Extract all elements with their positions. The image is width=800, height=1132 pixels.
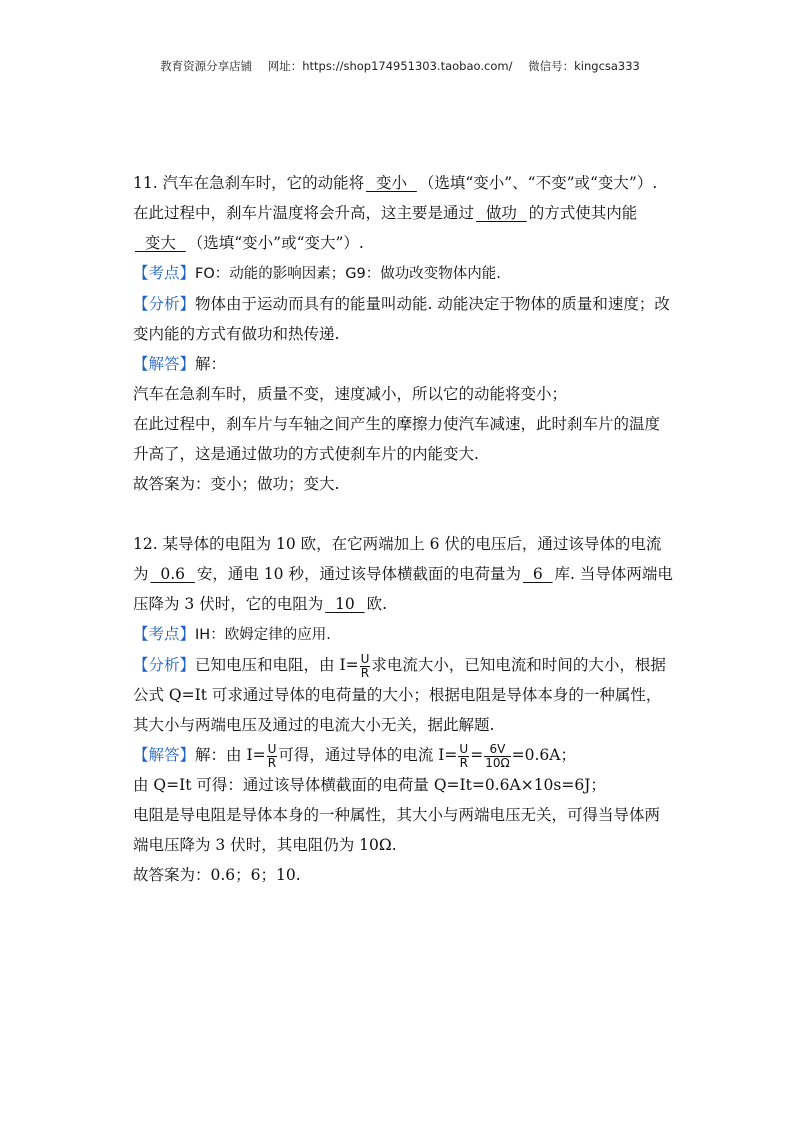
q12-jieda: 【解答】解：由 I= $\frac{U}{R}$ 可得，通过导体的电流 I= $\frac{U}{R}$ = $\frac{6V}{10\Omega}$ =0.6A；: [133, 741, 576, 770]
fraction-6v-over-10ohm: $\frac{6V}{10\Omega}$: [485, 741, 510, 770]
q11-kaodian: 【考点】FO：动能的影响因素；G9：做功改变物体内能.: [133, 264, 501, 282]
q12-answer-1: 0.6: [150, 565, 195, 583]
page-header: [0, 58, 800, 74]
document-body: [133, 168, 673, 890]
spacer: [133, 499, 673, 529]
q11-answer-2: 做功: [476, 204, 527, 222]
fraction-u-over-r: $\frac{U}{R}$: [360, 651, 370, 680]
q12-line-1: 由 Q=It 可得：通过该导体横截面的电荷量 Q=It=0.6A×10s=6J；: [133, 776, 606, 794]
shop-name: 教育资源分享店铺: [160, 59, 253, 73]
shop-url[interactable]: 网址：https://shop174951303.taobao.com/: [267, 59, 513, 73]
fraction-u-over-r-3: $\frac{U}{R}$: [459, 741, 469, 770]
q11-line-1: 汽车在急刹车时，质量不变，速度减小，所以它的动能将变小；: [133, 385, 568, 403]
q12-answer-2: 6: [522, 565, 553, 583]
q12-answer-3: 10: [325, 595, 365, 613]
fraction-u-over-r-2: $\frac{U}{R}$: [267, 741, 277, 770]
q12-stem: 12. 某导体的电阻为 10 欧，在它两端加上 6 伏的电压后，通过该导体的电流为 0.6 安，通电 10 秒，通过该导体横截面的电荷量为 6 库. 当导体两端电压降为 3 伏时，它的电阻为 10 欧.: [133, 535, 673, 613]
q11-answer-3: 变大: [135, 234, 186, 252]
q12-answer-summary: 故答案为：0.6；6；10.: [133, 866, 301, 884]
wechat-id: 微信号：kingcsa333: [528, 59, 640, 73]
q12-line-2: 电阻是导电阻是导体本身的一种属性，其大小与两端电压无关，可得当导体两端电压降为 3 伏时，其电阻仍为 10Ω.: [133, 806, 661, 854]
q12-fenxi: 【分析】已知电压和电阻，由 I= $\frac{U}{R}$ 求电流大小，已知电流和时间的大小，根据公式 Q=It 可求通过导体的电荷量的大小；根据电阻是导体本身的一种属性，其大小与两端电压及通过的电流大小无关，据此解题.: [133, 651, 666, 734]
q11-line-2: 在此过程中，刹车片与车轴之间产生的摩擦力使汽车减速，此时刹车片的温度升高了，这是通过做功的方式使刹车片的内能变大.: [133, 415, 661, 463]
q11-fenxi: 【分析】物体由于运动而具有的能量叫动能. 动能决定于物体的质量和速度；改变内能的方式有做功和热传递.: [133, 295, 670, 343]
q11-answer-1: 变小: [366, 174, 417, 192]
q12-kaodian: 【考点】IH：欧姆定律的应用.: [133, 625, 331, 643]
q11-jieda: 【解答】解：: [133, 355, 227, 373]
q11-stem: 11. 汽车在急刹车时，它的动能将 变小 （选填“变小”、“不变”或“变大”）. 在此过程中，刹车片温度将会升高，这主要是通过 做功 的方式使其内能 变大 （选填“变小”或“变大”）.: [133, 174, 658, 252]
q11-answer-summary: 故答案为：变小；做功；变大.: [133, 475, 340, 493]
